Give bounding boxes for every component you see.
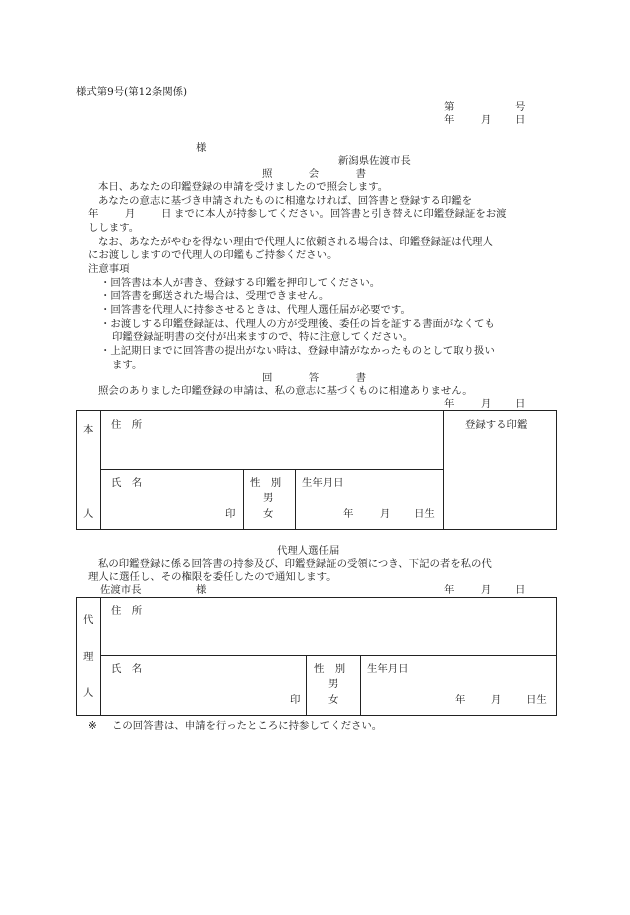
proxy-date-month: 月 (481, 584, 492, 596)
footnote-mark: ※ (88, 720, 97, 732)
issue-date-day: 日 (515, 114, 526, 126)
answer-title (262, 372, 366, 385)
proxy-line: 私の印鑑登録に係る回答書の持参及び、印鑑登録証の受領につき、下記の者を私の代 (98, 558, 492, 570)
person-birth-suffix: 日生 (414, 508, 435, 520)
number-gou: 号 (515, 101, 526, 113)
divider (443, 410, 444, 530)
proxy-name-label: 氏 名 (111, 663, 143, 675)
person-side-top: 本 (83, 424, 94, 436)
form-id: 様式第9号(第12条関係) (76, 86, 188, 98)
answer-statement: 照会のありました印鑑登録の申請は、私の意志に基づくものに相違ありません。 (98, 385, 473, 397)
footnote-text: この回答書は、申請を行ったところに持参してください。 (112, 720, 383, 732)
person-birth-month: 月 (380, 508, 391, 520)
proxy-title: 代理人選任届 (277, 545, 340, 557)
divider (360, 655, 361, 716)
proxy-table (76, 597, 557, 716)
note-item: 印鑑登録証明書の交付が出来ますので、特に注意してください。 (112, 331, 414, 343)
inquiry-line: しします。 (88, 222, 140, 234)
inquiry-title (262, 168, 366, 181)
person-birth-label: 生年月日 (302, 477, 344, 489)
notes-heading: 注意事項 (88, 263, 130, 275)
proxy-birth-year: 年 (455, 694, 466, 706)
inquiry-line: までに本人が持参してください。回答書と引き替えに印鑑登録証をお渡 (174, 208, 507, 220)
note-item: ・上記期日までに回答書の提出がない時は、登録申請がなかったものとして取り扱い (100, 345, 495, 357)
proxy-date-day: 日 (515, 584, 526, 596)
divider (306, 655, 307, 716)
note-item: ・お渡しする印鑑登録証は、代理人の方が受理後、委任の旨を証する書面がなくても (100, 318, 495, 330)
proxy-gender-male: 男 (328, 678, 339, 690)
inquiry-title-char: 書 (355, 168, 366, 180)
divider (100, 410, 101, 530)
deadline-month: 月 (125, 208, 136, 220)
divider (100, 597, 101, 716)
proxy-line: 理人に選任し、その権限を委任したので通知します。 (88, 571, 337, 583)
answer-title-char: 書 (355, 372, 366, 384)
proxy-gender-female: 女 (328, 694, 339, 706)
person-gender-label: 性 別 (250, 477, 282, 489)
number-dai: 第 (444, 101, 455, 113)
proxy-birth-suffix: 日生 (526, 694, 547, 706)
proxy-addressee-sama: 様 (196, 584, 207, 596)
issuer-name: 新潟県佐渡市長 (338, 155, 411, 167)
answer-date-day: 日 (515, 398, 526, 410)
deadline-year: 年 (88, 208, 99, 220)
proxy-date-year: 年 (444, 584, 455, 596)
proxy-side-char: 人 (83, 687, 94, 699)
inquiry-line: あなたの意志に基づき申請されたものに相違なければ、回答書と登録する印鑑を (98, 195, 473, 207)
note-item: ・回答書を郵送された場合は、受理できません。 (100, 290, 330, 302)
proxy-birth-label: 生年月日 (367, 663, 409, 675)
divider (295, 469, 296, 530)
answer-date-month: 月 (481, 398, 492, 410)
issue-date-month: 月 (481, 114, 492, 126)
issue-date-year: 年 (444, 114, 455, 126)
answer-title-char: 回 (262, 372, 273, 384)
person-gender-male: 男 (263, 492, 274, 504)
proxy-gender-label: 性 別 (314, 663, 346, 675)
person-address-label: 住 所 (111, 419, 143, 431)
person-stamp-mark: 印 (225, 508, 236, 520)
seal-label: 登録する印鑑 (465, 419, 528, 431)
proxy-birth-month: 月 (491, 694, 502, 706)
person-side-bottom: 人 (83, 508, 94, 520)
inquiry-line: なお、あなたがやむを得ない理由で代理人に依頼される場合は、印鑑登録証は代理人 (98, 236, 493, 248)
proxy-side-char: 理 (83, 651, 94, 663)
inquiry-title-char: 会 (308, 168, 320, 180)
answer-date-year: 年 (444, 398, 455, 410)
proxy-address-label: 住 所 (111, 605, 143, 617)
deadline-day: 日 (161, 208, 172, 220)
person-birth-year: 年 (343, 508, 354, 520)
proxy-stamp-mark: 印 (290, 694, 301, 706)
inquiry-line: にお渡ししますので代理人の印鑑もご持参ください。 (88, 249, 338, 261)
divider (100, 469, 443, 470)
inquiry-line: 本日、あなたの印鑑登録の申請を受けましたので照会します。 (98, 181, 389, 193)
proxy-addressee: 佐渡市長 (100, 584, 142, 596)
inquiry-title-char: 照 (262, 168, 273, 180)
proxy-side-char: 代 (83, 614, 94, 626)
divider (243, 469, 244, 530)
person-name-label: 氏 名 (111, 477, 143, 489)
divider (100, 655, 557, 656)
note-item: ・回答書を代理人に持参させるときは、代理人選任届が必要です。 (100, 304, 411, 316)
note-item: ます。 (112, 359, 143, 371)
person-gender-female: 女 (263, 508, 274, 520)
note-item: ・回答書は本人が書き、登録する印鑑を押印してください。 (100, 277, 381, 289)
answer-title-char: 答 (308, 372, 320, 384)
addressee-sama: 様 (196, 142, 207, 154)
